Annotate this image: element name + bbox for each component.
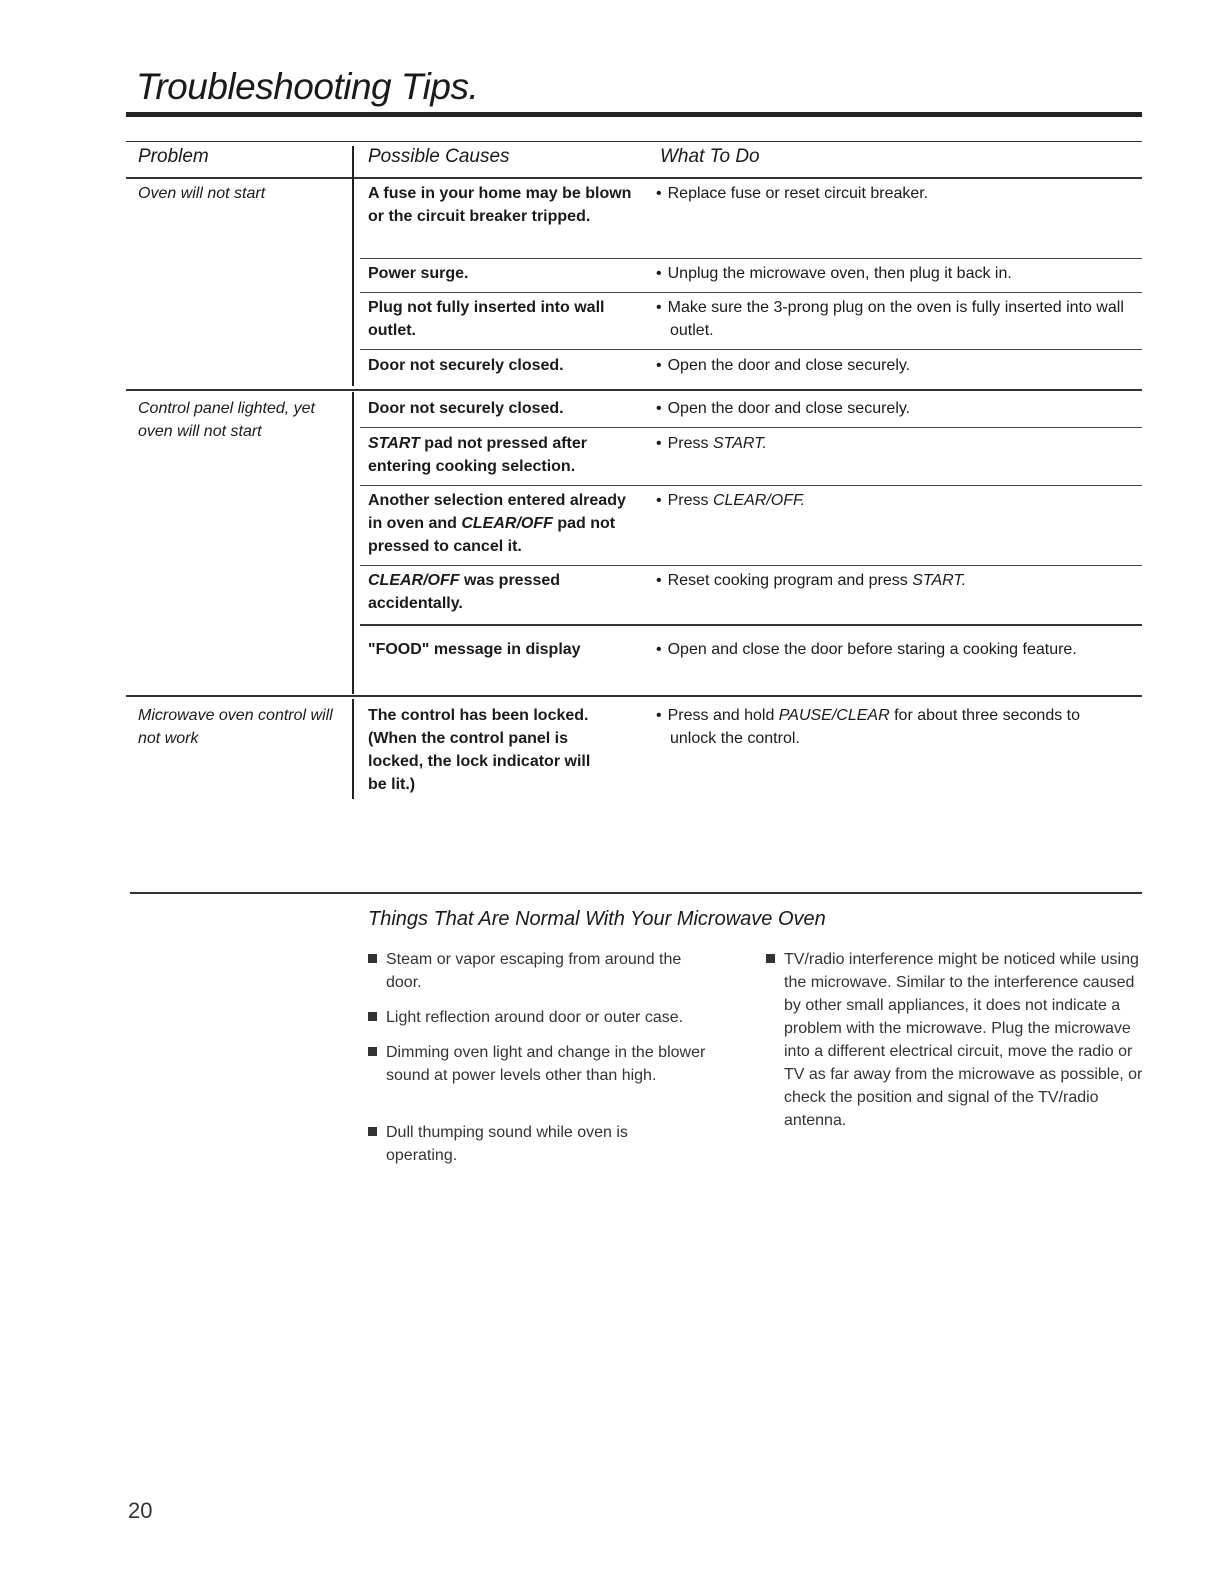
header-bottom-rule — [126, 177, 1142, 179]
todo-text: • Press START. — [656, 435, 767, 452]
row-divider — [360, 485, 1142, 486]
todo-text: • Open the door and close securely. — [656, 400, 911, 417]
group-divider — [126, 695, 1142, 697]
title-rule — [126, 112, 1142, 117]
column-divider — [352, 699, 354, 799]
todo-text: • Open and close the door before staring a cooking feature. — [656, 641, 1077, 658]
problem-label: Microwave oven control will not work — [138, 707, 333, 747]
column-divider — [352, 392, 354, 694]
problem-label: Control panel lighted, yet oven will not start — [138, 400, 315, 440]
cause-text: Power surge. — [368, 265, 469, 282]
cause-text: Door not securely closed. — [368, 357, 564, 374]
row-divider — [360, 427, 1142, 428]
header-what-to-do: What To Do — [660, 146, 760, 167]
bullet-square-icon — [368, 954, 377, 963]
cause-text: Another selection entered already in oven and CLEAR/OFF pad not pressed to cancel it. — [368, 492, 626, 555]
column-divider — [352, 146, 354, 386]
todo-text: • Press CLEAR/OFF. — [656, 492, 806, 509]
section-rule — [130, 892, 1142, 894]
cause-text: "FOOD" message in display — [368, 641, 581, 658]
normal-item: Dimming oven light and change in the blower sound at power levels other than high. — [368, 1041, 706, 1087]
todo-text: • Make sure the 3-prong plug on the oven is fully inserted into wall outlet. — [656, 299, 1124, 339]
table-top-rule — [126, 141, 1142, 142]
problem-label: Oven will not start — [138, 185, 266, 202]
todo-text: • Press and hold PAUSE/CLEAR for about three seconds to unlock the control. — [656, 707, 1080, 747]
normal-item: Steam or vapor escaping from around the door. — [368, 948, 716, 994]
bullet-square-icon — [766, 954, 775, 963]
normal-item: Light reflection around door or outer case. — [368, 1006, 746, 1029]
todo-text: • Replace fuse or reset circuit breaker. — [656, 185, 929, 202]
bullet-square-icon — [368, 1127, 377, 1136]
normal-item: TV/radio interference might be noticed while using the microwave. Similar to the interference caused by other small appliances, it does not indicate a problem with the microwave. Plug the microwave into a different electrical circuit, move the radio or TV as far away from the microwave as possible, or check the position and signal of the TV/radio antenna. — [766, 948, 1146, 1132]
bullet-square-icon — [368, 1012, 377, 1021]
normal-section-title: Things That Are Normal With Your Microwave Oven — [368, 908, 826, 930]
header-problem: Problem — [138, 146, 209, 167]
header-possible-causes: Possible Causes — [368, 146, 510, 167]
cause-text: Plug not fully inserted into wall outlet. — [368, 299, 605, 339]
todo-text: • Unplug the microwave oven, then plug it back in. — [656, 265, 1012, 282]
normal-item: Dull thumping sound while oven is operating. — [368, 1121, 676, 1167]
page-number: 20 — [128, 1498, 153, 1523]
row-divider — [360, 349, 1142, 350]
row-divider — [360, 292, 1142, 293]
todo-text: • Open the door and close securely. — [656, 357, 911, 374]
cause-text: A fuse in your home may be blown or the circuit breaker tripped. — [368, 185, 632, 225]
row-divider — [360, 624, 1142, 626]
cause-text: The control has been locked. (When the control panel is locked, the lock indicator will be lit.) — [368, 707, 591, 793]
cause-text: Door not securely closed. — [368, 400, 564, 417]
page-title: Troubleshooting Tips. — [136, 66, 479, 107]
group-divider — [126, 389, 1142, 391]
todo-text: • Reset cooking program and press START. — [656, 572, 967, 589]
cause-text: START pad not pressed after entering cooking selection. — [368, 435, 588, 475]
row-divider — [360, 565, 1142, 566]
bullet-square-icon — [368, 1047, 377, 1056]
cause-text: CLEAR/OFF was pressed accidentally. — [368, 572, 561, 612]
row-divider — [360, 258, 1142, 259]
